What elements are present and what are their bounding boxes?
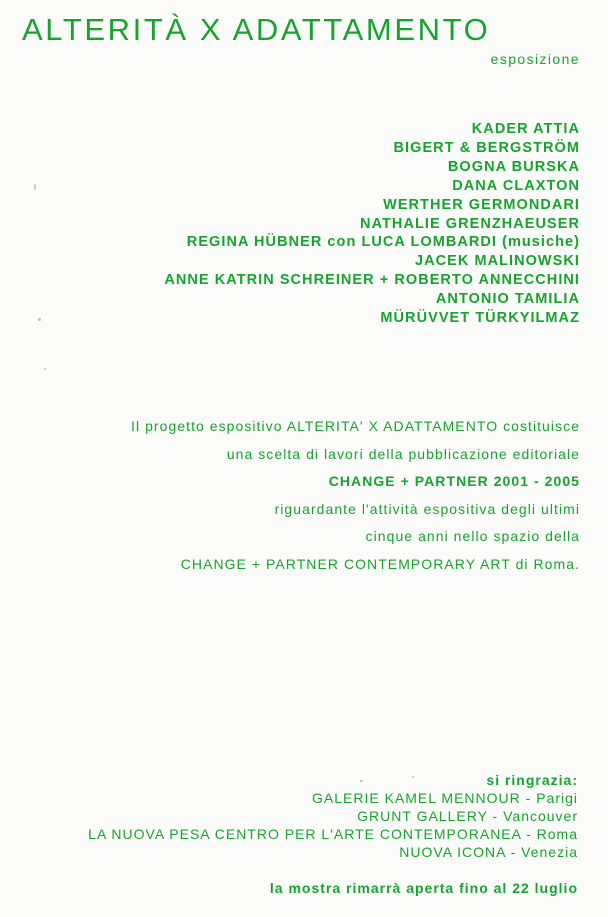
artist-name: BIGERT & BERGSTRÖM (393, 139, 580, 156)
exhibition-subtitle: esposizione (490, 51, 580, 67)
exhibition-title: ALTERITÀ X ADATTAMENTO (22, 12, 491, 47)
gallery-credit: GALERIE KAMEL MENNOUR - Parigi (312, 790, 578, 806)
description-line: riguardante l'attività espositiva degli ultimi (274, 500, 580, 517)
artist-name: REGINA HÜBNER con LUCA LOMBARDI (musiche) (186, 234, 580, 251)
scan-speck (34, 184, 36, 190)
acknowledgements (88, 771, 578, 861)
artist-name: KADER ATTIA (471, 121, 580, 137)
scan-speck (44, 368, 46, 370)
artist-list (164, 120, 580, 328)
acknowledgements-heading: si ringrazia: (486, 772, 578, 788)
artist-name: ANTONIO TAMILIA (435, 291, 580, 308)
gallery-credit: GRUNT GALLERY - Vancouver (357, 808, 578, 824)
description-line: cinque anni nello spazio della (365, 528, 580, 544)
acknowledgements-list (88, 789, 578, 861)
artist-name: WERTHER GERMONDARI (383, 196, 580, 213)
gallery-credit: NUOVA ICONA - Venezia (399, 844, 578, 860)
artist-name: JACEK MALINOWSKI (414, 253, 580, 270)
artist-name: ANNE KATRIN SCHREINER + ROBERTO ANNECCHINI (164, 272, 580, 289)
description-line: una scelta di lavori della pubblicazione editoriale (226, 445, 580, 462)
scan-speck (360, 780, 363, 782)
description-line: Il progetto espositivo ALTERITA' X ADATTAMENTO costituisce (131, 418, 580, 434)
publication-title: CHANGE + PARTNER 2001 - 2005 (328, 473, 580, 489)
artist-name: DANA CLAXTON (452, 177, 580, 194)
scan-speck (38, 318, 41, 321)
closing-date-note: la mostra rimarrà aperta fino al 22 luglio (269, 880, 578, 896)
gallery-credit: LA NUOVA PESA CENTRO PER L'ARTE CONTEMPORANEA - Roma (88, 826, 578, 842)
scan-speck (412, 776, 414, 778)
artist-name: MÜRÜVVET TÜRKYILMAZ (380, 310, 580, 327)
description-line: CHANGE + PARTNER CONTEMPORARY ART di Roma. (180, 555, 580, 572)
artist-name: BOGNA BURSKA (447, 158, 580, 175)
artist-name: NATHALIE GRENZHAEUSER (360, 215, 580, 232)
project-description (131, 413, 580, 578)
